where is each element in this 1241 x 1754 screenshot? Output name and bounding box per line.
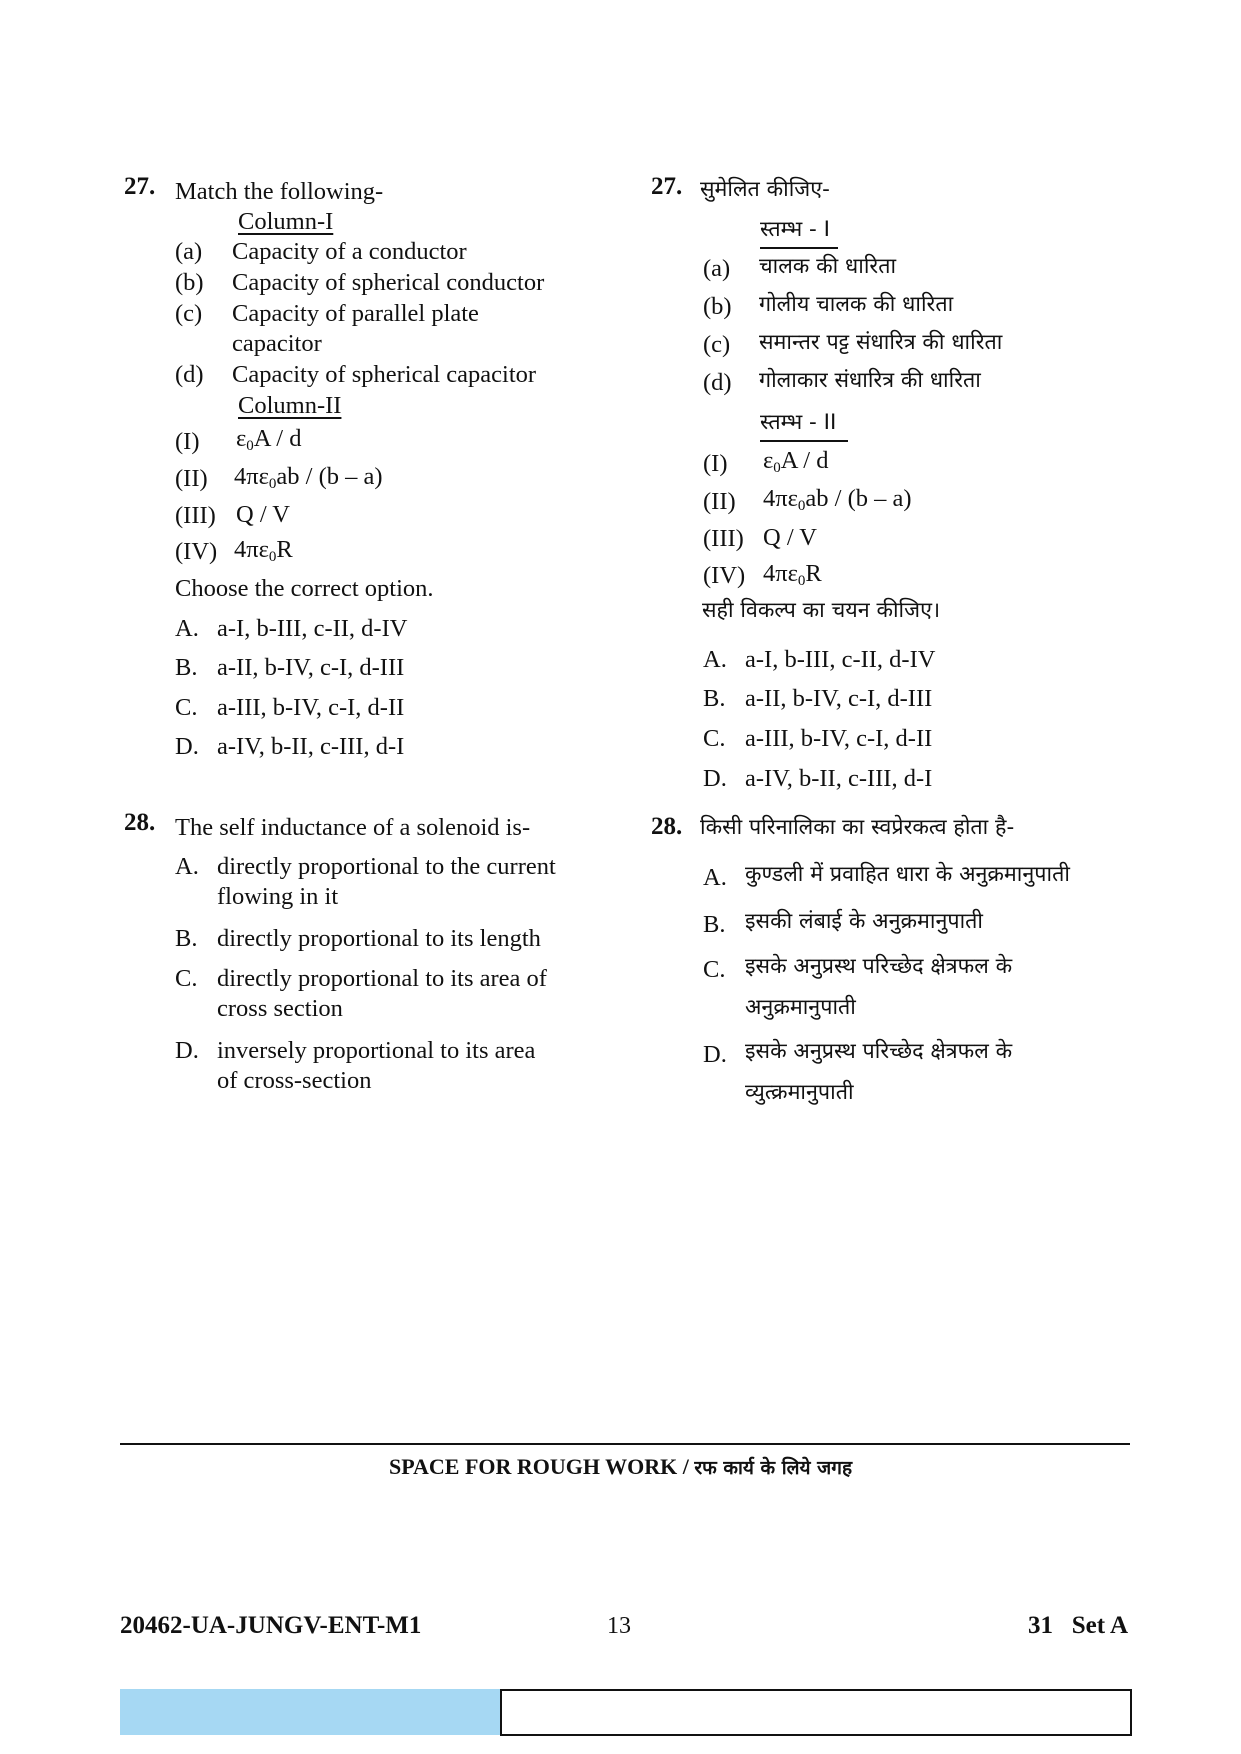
match-key: (c) (175, 300, 203, 327)
question-number: 28. (651, 813, 683, 840)
match-key: (b) (703, 293, 732, 320)
option-key: D. (175, 733, 199, 760)
match-key: (III) (703, 525, 744, 552)
option-text: a-II, b-IV, c-I, d-III (745, 685, 933, 712)
option-text: कुण्डली में प्रवाहित धारा के अनुक्रमानुपाती (745, 862, 1070, 887)
match-key: (IV) (703, 562, 746, 589)
question-stem: The self inductance of a solenoid is- (175, 814, 531, 841)
instruction: सही विकल्प का चयन कीजिए। (702, 598, 941, 623)
option-key: A. (175, 615, 199, 642)
option-text: directly proportional to the current (217, 853, 556, 880)
match-key: (c) (703, 331, 731, 358)
option-text: directly proportional to its area of (217, 965, 547, 992)
formula: Q / V (763, 524, 818, 551)
option-key: B. (175, 925, 198, 952)
formula: $4\pi\varepsilon_0R$ (234, 536, 293, 565)
match-key: (b) (175, 269, 204, 296)
formula: $4\pi\varepsilon_0ab / (b - a)$ (234, 463, 383, 492)
match-key: (II) (175, 465, 208, 492)
question-number: 27. (651, 173, 683, 200)
option-key: B. (703, 685, 726, 712)
question-stem: Match the following- (175, 178, 384, 205)
question-stem: किसी परिनालिका का स्वप्रेरकत्व होता है- (700, 815, 1015, 840)
option-text: इसके अनुप्रस्थ परिच्छेद क्षेत्रफल के (745, 1039, 1013, 1064)
option-text-continued: cross section (217, 995, 343, 1022)
option-key: B. (175, 654, 198, 681)
column-heading: Column-I (238, 208, 334, 235)
option-text-continued: व्युत्क्रमानुपाती (745, 1080, 854, 1105)
column-heading: स्तम्भ - I (760, 217, 830, 242)
instruction: Choose the correct option. (175, 575, 434, 602)
formula: $4\pi\varepsilon_0ab / (b - a)$ (763, 485, 912, 514)
question-number: 28. (124, 809, 156, 836)
formula: $\varepsilon_0A$ / d (763, 447, 829, 476)
match-key: (d) (703, 369, 732, 396)
option-key: D. (703, 765, 727, 792)
option-text: इसके अनुप्रस्थ परिच्छेद क्षेत्रफल के (745, 954, 1013, 979)
match-key: (III) (175, 502, 216, 529)
option-text-continued: अनुक्रमानुपाती (745, 995, 856, 1020)
option-text: directly proportional to its length (217, 925, 541, 952)
match-item: Capacity of a conductor (232, 238, 467, 265)
match-item: गोलीय चालक की धारिता (759, 292, 954, 317)
match-key: (a) (703, 255, 731, 282)
option-text: a-II, b-IV, c-I, d-III (217, 654, 405, 681)
heading-underline (760, 440, 848, 442)
option-text: a-IV, b-II, c-III, d-I (217, 733, 405, 760)
option-text: इसकी लंबाई के अनुक्रमानुपाती (745, 909, 983, 934)
column-heading: स्तम्भ - II (760, 410, 837, 435)
rough-work-divider (120, 1443, 1130, 1445)
option-text: a-I, b-III, c-II, d-IV (745, 646, 936, 673)
color-bar (120, 1689, 500, 1735)
match-key: (a) (175, 238, 203, 265)
option-text: a-III, b-IV, c-I, d-II (745, 725, 933, 752)
page-number: 13 (607, 1613, 631, 1639)
match-key: (d) (175, 361, 204, 388)
match-item: Capacity of spherical conductor (232, 269, 545, 296)
option-key: D. (175, 1037, 199, 1064)
option-key: A. (175, 853, 199, 880)
option-key: A. (703, 864, 727, 891)
option-key: B. (703, 911, 726, 938)
option-text-continued: of cross-section (217, 1067, 372, 1094)
match-key: (II) (703, 488, 736, 515)
option-text: a-IV, b-II, c-III, d-I (745, 765, 933, 792)
set-label: 31 Set A (1028, 1612, 1128, 1639)
paper-code: 20462-UA-JUNGV-ENT-M1 (120, 1612, 422, 1639)
formula: $\varepsilon_0A$ / d (236, 425, 302, 454)
option-key: A. (703, 646, 727, 673)
match-key: (I) (703, 450, 728, 477)
match-key: (I) (175, 428, 200, 455)
formula: Q / V (236, 501, 291, 528)
match-item: गोलाकार संधारित्र की धारिता (759, 368, 981, 393)
option-key: C. (703, 956, 726, 983)
option-text: a-I, b-III, c-II, d-IV (217, 615, 408, 642)
blank-box (500, 1689, 1132, 1736)
option-text-continued: flowing in it (217, 883, 339, 910)
question-stem: सुमेलित कीजिए- (700, 177, 830, 202)
match-item-continued: capacitor (232, 330, 322, 357)
heading-underline (760, 247, 838, 249)
column-heading: Column-II (238, 392, 342, 419)
match-item: Capacity of spherical capacitor (232, 361, 537, 388)
option-text: inversely proportional to its area (217, 1037, 536, 1064)
option-key: C. (175, 694, 198, 721)
match-key: (IV) (175, 538, 218, 565)
formula: $4\pi\varepsilon_0R$ (763, 560, 822, 589)
question-number: 27. (124, 173, 156, 200)
option-key: C. (175, 965, 198, 992)
option-key: C. (703, 725, 726, 752)
option-key: D. (703, 1041, 727, 1068)
option-text: a-III, b-IV, c-I, d-II (217, 694, 405, 721)
match-item: चालक की धारिता (759, 254, 897, 279)
rough-work-label: SPACE FOR ROUGH WORK / रफ कार्य के लिये जगह (388, 1454, 853, 1479)
match-item: समान्तर पट्ट संधारित्र की धारिता (759, 330, 1003, 355)
match-item: Capacity of parallel plate (232, 300, 479, 327)
